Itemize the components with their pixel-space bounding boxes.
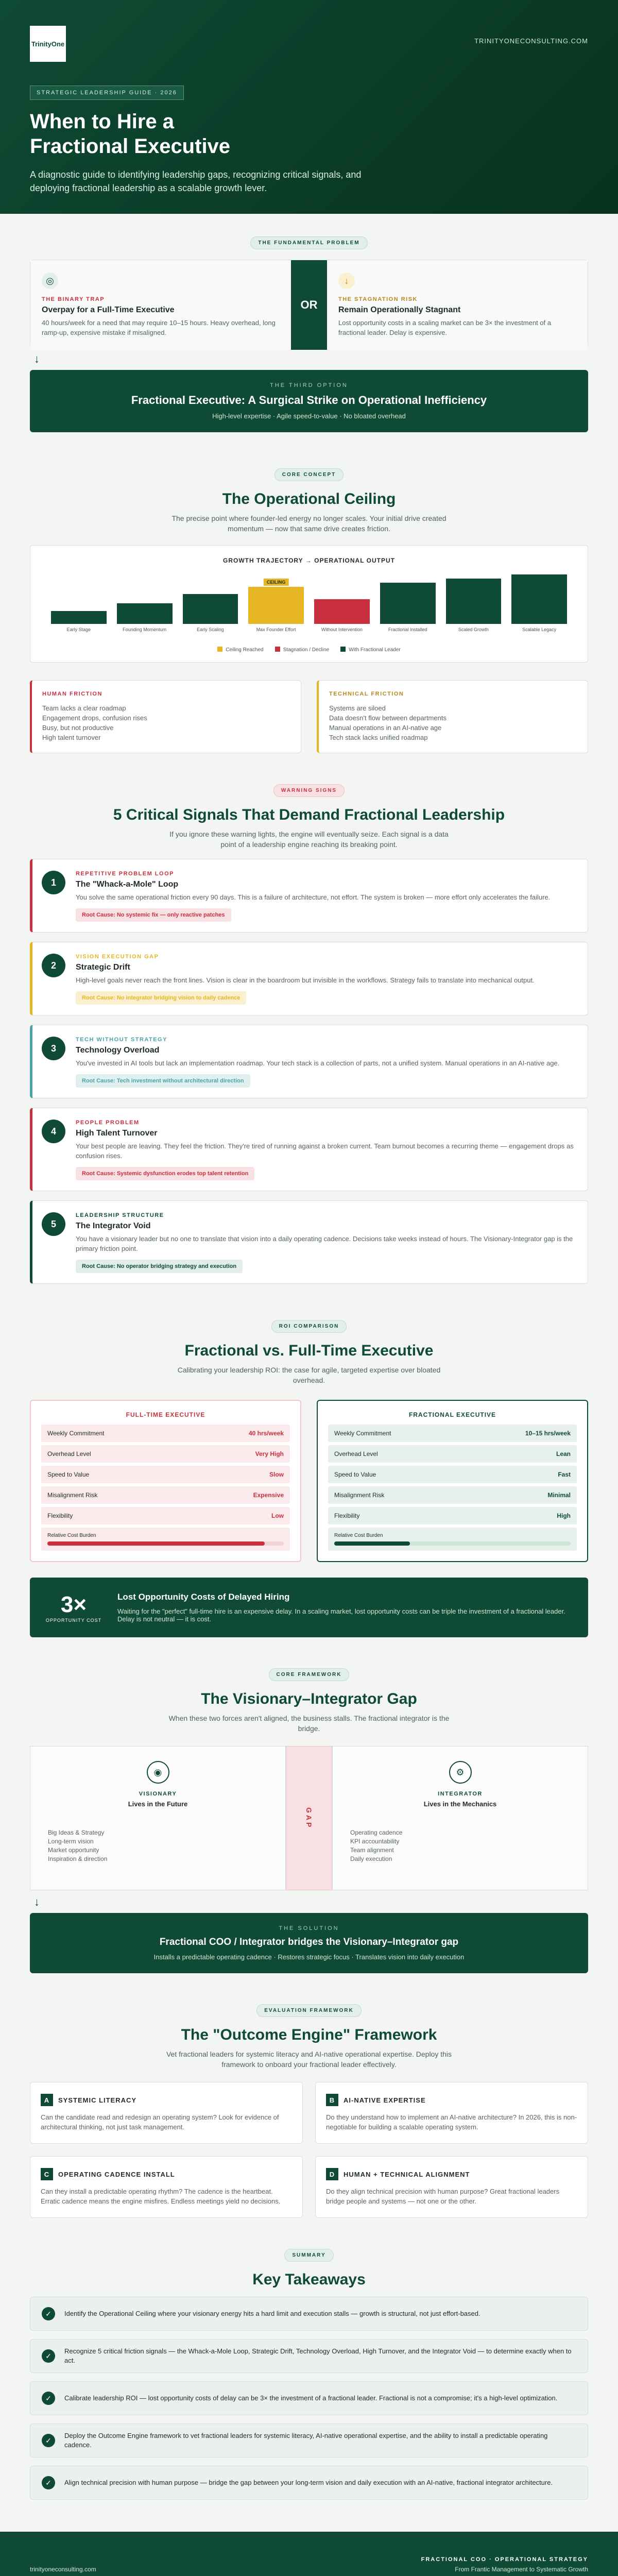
signal-card [30, 1200, 588, 1284]
section-pill: SUMMARY [284, 2249, 333, 2262]
signal-number: 2 [42, 954, 65, 977]
legend-item: Ceiling Reached [217, 647, 263, 653]
check-icon: ✓ [42, 2307, 55, 2320]
framework-card [30, 2156, 303, 2218]
takeaway-item [30, 2381, 588, 2415]
row-label: Overhead Level [334, 1450, 378, 1458]
takeaway-text: Deploy the Outcome Engine framework to vet fractional leaders for systemic literacy, AI-native operational expertise, and the ability to install a predictable operating cadence. [64, 2432, 548, 2449]
chart-bar-group [380, 583, 436, 638]
signal-card [30, 942, 588, 1015]
takeaway-text: Recognize 5 critical friction signals — the Whack-a-Mole Loop, Strategic Drift, Technology Overload, High Turnover, and the Integrator Void — to determine exactly when to act. [64, 2347, 572, 2364]
section-pill: CORE FRAMEWORK [269, 1668, 350, 1681]
chart-bar-group [117, 603, 173, 638]
chart-title: GROWTH TRAJECTORY → OPERATIONAL OUTPUT [222, 557, 395, 564]
framework-letter: A [41, 2094, 53, 2106]
solution-title: Fractional COO / Integrator bridges the Visionary–Integrator gap [159, 1937, 459, 1947]
check-icon: ✓ [42, 2476, 55, 2489]
signal-root-cause: Root Cause: No integrator bridging vision to daily cadence [76, 991, 246, 1005]
full-time-card [30, 1400, 301, 1562]
list-item: Data doesn't flow between departments [329, 714, 447, 722]
page-subtitle: A diagnostic guide to identifying leadership gaps, recognizing critical signals, and deploying fractional leadership as a scalable growth lever. [30, 170, 362, 193]
roi-section [0, 1284, 618, 1637]
roi-comparison [30, 1400, 588, 1562]
list-item: Tech stack lacks unified roadmap [329, 734, 428, 741]
comparison-row [328, 1507, 577, 1524]
framework-text: Do they align technical precision with human purpose? Great fractional leaders bridge people and systems — not one or the other. [326, 2188, 560, 2205]
integrator-box [332, 1746, 588, 1890]
section-title: The Operational Ceiling [222, 490, 396, 507]
section-subtitle: Calibrating your leadership ROI: the case for agile, targeted expertise over bloated overhead. [177, 1366, 441, 1384]
down-arrow-icon: ↓ [338, 273, 355, 289]
framework-title: AI-NATIVE EXPERTISE [344, 2096, 426, 2104]
comparison-row [41, 1425, 290, 1442]
row-value: Minimal [547, 1492, 571, 1499]
framework-letter: B [326, 2094, 338, 2106]
signal-body [76, 1120, 576, 1180]
signal-root-cause: Root Cause: No systemic fix — only reactive patches [76, 908, 231, 922]
list-item: KPI accountability [350, 1838, 400, 1845]
human-friction-label: HUMAN FRICTION [42, 691, 102, 697]
chart-bar-group [51, 611, 107, 638]
opportunity-multiplier [45, 1592, 102, 1623]
signal-label: REPETITIVE PROBLEM LOOP [76, 871, 174, 877]
section-subtitle: When these two forces aren't aligned, the business stalls. The fractional integrator is the bridge. [168, 1714, 450, 1733]
section-title: The Visionary–Integrator Gap [201, 1690, 417, 1707]
check-icon: ✓ [42, 2392, 55, 2405]
framework-head [326, 2168, 577, 2180]
chart-bar [248, 580, 304, 624]
comparison-row [41, 1486, 290, 1504]
friction-cards [30, 680, 588, 753]
framework-text: Can they install a predictable operating rhythm? The cadence is the heartbeat. Erratic cadence means the engine misfires. Endless meetings yield no decisions. [41, 2188, 281, 2205]
check-icon: ✓ [42, 2434, 55, 2447]
check-icon: ✓ [42, 2349, 55, 2363]
chart-tick-label: Scalable Legacy [522, 627, 557, 632]
solution-kicker: THE SOLUTION [279, 1925, 339, 1931]
fractional-rows [328, 1425, 577, 1524]
framework-card [30, 2082, 303, 2144]
signal-number: 3 [42, 1037, 65, 1060]
signal-text: You solve the same operational friction every 90 days. This is a failure of architecture, not effort. The system is broken — more effort only accelerates the failure. [76, 893, 551, 901]
stagnation-text: Lost opportunity costs in a scaling market can be 3× the investment of a fractional leader. Delay is expensive. [338, 319, 551, 336]
tech-friction-label: TECHNICAL FRICTION [329, 691, 404, 697]
target-icon: ◎ [42, 273, 58, 289]
takeaway-item [30, 2466, 588, 2500]
third-option-tags: High-level expertise · Agile speed-to-value · No bloated overhead [212, 412, 406, 420]
framework-title: OPERATING CADENCE INSTALL [58, 2170, 175, 2178]
chart-bar [511, 574, 567, 624]
section-title: The "Outcome Engine" Framework [181, 2026, 437, 2043]
signal-root-cause: Root Cause: Systemic dysfunction erodes top talent retention [76, 1167, 254, 1180]
takeaway-text: Align technical precision with human purpose — bridge the gap between your long-term vision and daily execution with an AI-native, fractional integrator architecture. [64, 2479, 553, 2486]
signal-card [30, 859, 588, 933]
ceiling-tag: CEILING [264, 579, 289, 586]
signal-label: LEADERSHIP STRUCTURE [76, 1212, 164, 1218]
signal-title: High Talent Turnover [76, 1129, 158, 1138]
logo: TrinityOne [30, 26, 66, 62]
signal-label: PEOPLE PROBLEM [76, 1120, 140, 1126]
signal-label: TECH WITHOUT STRATEGY [76, 1037, 167, 1043]
cost-burden [328, 1528, 577, 1551]
visionary-sub: Lives in the Future [128, 1800, 188, 1808]
down-arrow-icon: ↓ [34, 352, 40, 365]
chart-bar-group [314, 599, 370, 638]
third-option-kicker: THE THIRD OPTION [270, 382, 348, 388]
framework-title: SYSTEMIC LITERACY [58, 2096, 137, 2104]
signal-title: The "Whack-a-Mole" Loop [76, 880, 179, 889]
takeaway-text: Calibrate leadership ROI — lost opportunity costs of delay can be 3× the investment of a fractional leader. Fractional is not a compromise; it's a high-level optimization. [64, 2394, 558, 2402]
row-value: 40 hrs/week [248, 1430, 284, 1437]
signal-number: 4 [42, 1120, 65, 1143]
multiplier-label: OPPORTUNITY COST [45, 1618, 102, 1623]
list-item: Daily execution [350, 1855, 392, 1862]
takeaway-list [30, 2297, 588, 2500]
comparison-row [41, 1507, 290, 1524]
chart-tick-label: Early Stage [66, 627, 91, 632]
chart-bar [117, 603, 173, 624]
framework-text: Can the candidate read and redesign an operating system? Look for evidence of architectural thinking, not just task management. [41, 2113, 279, 2131]
stagnation-risk [327, 260, 588, 350]
section-title: 5 Critical Signals That Demand Fractional Leadership [113, 806, 505, 823]
cost-burden [41, 1528, 290, 1551]
chart-bar-group [446, 579, 502, 638]
signals-section [0, 753, 618, 1284]
footer-tagline: FRACTIONAL COO · OPERATIONAL STRATEGY [421, 2556, 588, 2563]
section-pill: CORE CONCEPT [274, 468, 344, 481]
list-item: Big Ideas & Strategy [48, 1829, 105, 1836]
solution-banner [30, 1913, 588, 1973]
stagnation-label: THE STAGNATION RISK [338, 296, 418, 302]
signal-body [76, 1037, 559, 1088]
gap-divider [286, 1746, 332, 1890]
section-pill: ROI COMPARISON [271, 1320, 347, 1333]
row-value: Fast [558, 1471, 571, 1478]
framework-head [326, 2094, 577, 2106]
section-subtitle: If you ignore these warning lights, the engine will eventually seize. Each signal is a data point of a leadership engine reaching its breaking point. [169, 830, 449, 849]
human-friction-list [42, 703, 290, 742]
stagnation-title: Remain Operationally Stagnant [338, 306, 461, 314]
signal-body [76, 871, 550, 922]
footer-site-link[interactable]: trinityoneconsulting.com [30, 2566, 96, 2573]
or-divider: OR [291, 260, 327, 350]
takeaway-text: Identify the Operational Ceiling where your visionary energy hits a hard limit and execution stalls — growth is structural, not just effort-based. [64, 2310, 480, 2317]
integrator-sub: Lives in the Mechanics [423, 1800, 497, 1808]
signal-body [76, 954, 535, 1005]
growth-chart [30, 545, 588, 663]
framework-text: Do they understand how to implement an AI-native architecture? In 2026, this is non-negotiable for building a scalable operating system. [326, 2113, 577, 2131]
row-label: Overhead Level [47, 1450, 91, 1458]
section-subtitle: Vet fractional leaders for systemic literacy and AI-native operational expertise. Deploy this framework to onboard your fractional leader effectively. [166, 2050, 452, 2069]
signal-label: VISION EXECUTION GAP [76, 954, 159, 960]
framework-letter: C [41, 2168, 53, 2180]
row-label: Flexibility [47, 1512, 73, 1519]
framework-grid [30, 2082, 588, 2218]
chart-tick-label: Scaled Growth [458, 627, 489, 632]
integrator-label: INTEGRATOR [438, 1791, 483, 1797]
ceiling-section [0, 432, 618, 753]
list-item: Operating cadence [350, 1829, 403, 1836]
site-link[interactable]: TRINITYONECONSULTING.COM [474, 37, 588, 45]
row-value: Very High [255, 1450, 284, 1458]
signal-text: High-level goals never reach the front lines. Vision is clear in the boardroom but invisible in the workflows. Strategy fails to translate into mechanical output. [76, 976, 535, 984]
chart-tick-label: Early Scaling [197, 627, 224, 632]
chart-tick-label: Max Founder Effort [256, 627, 296, 632]
row-label: Speed to Value [334, 1471, 376, 1478]
full-time-head: FULL-TIME EXECUTIVE [126, 1411, 205, 1418]
list-item: Long-term vision [48, 1838, 94, 1845]
footer [0, 2532, 618, 2576]
comparison-row [41, 1466, 290, 1483]
chart-bar [314, 599, 370, 624]
down-arrow-icon: ↓ [34, 1895, 40, 1908]
visionary-list [48, 1828, 268, 1863]
engine-section [0, 1973, 618, 2218]
gear-icon: ⚙ [449, 1761, 472, 1784]
chart-bar [380, 583, 436, 624]
comparison-row [328, 1486, 577, 1504]
signal-root-cause: Root Cause: No operator bridging strategy and execution [76, 1260, 243, 1273]
row-label: Speed to Value [47, 1471, 90, 1478]
eye-icon: ◉ [147, 1761, 169, 1784]
legend-item: Stagnation / Decline [275, 647, 330, 653]
signal-text: You've invested in AI tools but lack an implementation roadmap. Your tech stack is a collection of parts, not a unified system. Manual operations in an AI-native age. [76, 1059, 560, 1067]
row-label: Weekly Commitment [334, 1430, 391, 1437]
signal-title: Strategic Drift [76, 963, 130, 972]
tech-friction-list [329, 703, 577, 742]
visionary-label: VISIONARY [139, 1791, 177, 1797]
chart-bar [183, 594, 238, 624]
section-subtitle: The precise point where founder-led energy no longer scales. Your initial drive created momentum — now that same drive creates friction. [171, 514, 447, 533]
third-option-banner [30, 370, 588, 432]
legend-item: With Fractional Leader [340, 647, 401, 653]
section-pill: WARNING SIGNS [273, 784, 345, 797]
comparison-row [328, 1425, 577, 1442]
chart-tick-label: Fractional Installed [388, 627, 427, 632]
cost-burden-bar [334, 1541, 410, 1546]
list-item: High talent turnover [42, 734, 101, 741]
section-title: Key Takeaways [252, 2271, 366, 2288]
signal-text: You have a visionary leader but no one to translate that vision into a daily operating cadence. Decisions take weeks instead of hours. The Visionary-Integrator gap is the primary friction point. [76, 1235, 573, 1252]
comparison-row [328, 1445, 577, 1463]
framework-head [41, 2168, 292, 2180]
list-item: Team lacks a clear roadmap [42, 704, 126, 712]
row-value: Lean [556, 1450, 571, 1458]
gap-section [0, 1637, 618, 1973]
row-value: Expensive [253, 1492, 284, 1499]
signal-list [30, 859, 588, 1284]
framework-head [41, 2094, 292, 2106]
signal-root-cause: Root Cause: Tech investment without architectural direction [76, 1074, 250, 1088]
opportunity-text: Waiting for the "perfect" full-time hire is an expensive delay. In a scaling market, lost opportunity costs can be triple the investment of a fractional leader. Delay is not neutral — it is cost. [117, 1607, 565, 1623]
signal-title: Technology Overload [76, 1046, 160, 1055]
cost-burden-label: Relative Cost Burden [334, 1533, 383, 1538]
framework-letter: D [326, 2168, 338, 2180]
fractional-head: FRACTIONAL EXECUTIVE [408, 1411, 496, 1418]
row-label: Misalignment Risk [47, 1492, 98, 1499]
takeaway-item [30, 2339, 588, 2373]
comparison-row [41, 1445, 290, 1463]
row-value: High [557, 1512, 571, 1519]
list-item: Engagement drops, confusion rises [42, 714, 147, 722]
chart-bar-group [511, 574, 567, 638]
opportunity-cost-banner [30, 1578, 588, 1637]
comparison-row [328, 1466, 577, 1483]
visionary-integrator [30, 1746, 588, 1890]
integrator-list [350, 1828, 570, 1863]
cost-burden-bar [47, 1541, 265, 1546]
multiplier-value: 3× [60, 1592, 87, 1617]
gap-label: GAP [305, 1807, 313, 1829]
framework-card [315, 2082, 588, 2144]
binary-trap-label: THE BINARY TRAP [42, 296, 105, 302]
row-value: Low [271, 1512, 284, 1519]
visionary-box [30, 1746, 286, 1890]
problem-section [0, 214, 618, 432]
takeaway-item [30, 2424, 588, 2458]
cost-burden-label: Relative Cost Burden [47, 1533, 96, 1538]
human-friction-card [30, 680, 301, 753]
list-item: Team alignment [350, 1846, 394, 1854]
chart-bars [46, 571, 572, 638]
takeaway-item [30, 2297, 588, 2331]
signal-body [76, 1212, 576, 1273]
chart-tick-label: Founding Momentum [123, 627, 167, 632]
framework-card [315, 2156, 588, 2218]
tech-friction-card [317, 680, 588, 753]
signal-card [30, 1025, 588, 1098]
solution-tags: Installs a predictable operating cadence · Restores strategic focus · Translates vision into daily execution [153, 1953, 465, 1961]
binary-trap-title: Overpay for a Full-Time Executive [42, 306, 175, 314]
framework-title: HUMAN + TECHNICAL ALIGNMENT [344, 2170, 470, 2178]
guide-badge: STRATEGIC LEADERSHIP GUIDE · 2026 [30, 86, 184, 100]
row-label: Weekly Commitment [47, 1430, 105, 1437]
full-time-rows [41, 1425, 290, 1524]
row-label: Flexibility [334, 1512, 360, 1519]
section-pill: THE FUNDAMENTAL PROBLEM [250, 236, 367, 249]
binary-trap-text: 40 hours/week for a need that may require 10–15 hours. Heavy overhead, long ramp-up, expensive mistake if misaligned. [42, 319, 276, 336]
signal-card [30, 1108, 588, 1191]
signal-number: 5 [42, 1212, 65, 1236]
chart-bar-group [183, 594, 238, 638]
chart-bar [446, 579, 502, 624]
hero [0, 0, 618, 214]
signal-number: 1 [42, 871, 65, 894]
chart-tick-label: Without Intervention [321, 627, 363, 632]
fractional-card [317, 1400, 588, 1562]
takeaways-section [0, 2218, 618, 2500]
opportunity-title: Lost Opportunity Costs of Delayed Hiring [117, 1592, 290, 1602]
list-item: Market opportunity [48, 1846, 99, 1854]
list-item: Inspiration & direction [48, 1855, 108, 1862]
section-title: Fractional vs. Full-Time Executive [184, 1342, 434, 1359]
binary-trap [30, 260, 291, 350]
chart-bar-group [248, 580, 304, 638]
binary-comparison [30, 260, 588, 347]
signal-text: Your best people are leaving. They feel the friction. They're tired of running against a broken current. Team burnout becomes a recurring theme — engagement drops as confusion rises. [76, 1142, 574, 1160]
row-label: Misalignment Risk [334, 1492, 385, 1499]
list-item: Systems are siloed [329, 704, 386, 712]
list-item: Manual operations in an AI-native age [329, 724, 442, 732]
row-value: 10–15 hrs/week [525, 1430, 571, 1437]
page-title: When to Hire a Fractional Executive [30, 110, 231, 158]
chart-bar [51, 611, 107, 624]
section-pill: EVALUATION FRAMEWORK [256, 2004, 362, 2017]
list-item: Busy, but not productive [42, 724, 114, 732]
third-option-title: Fractional Executive: A Surgical Strike on Operational Inefficiency [131, 394, 487, 406]
signal-title: The Integrator Void [76, 1222, 151, 1230]
chart-legend [46, 647, 572, 653]
footer-motto: From Frantic Management to Systematic Growth [455, 2566, 588, 2573]
row-value: Slow [269, 1471, 284, 1478]
